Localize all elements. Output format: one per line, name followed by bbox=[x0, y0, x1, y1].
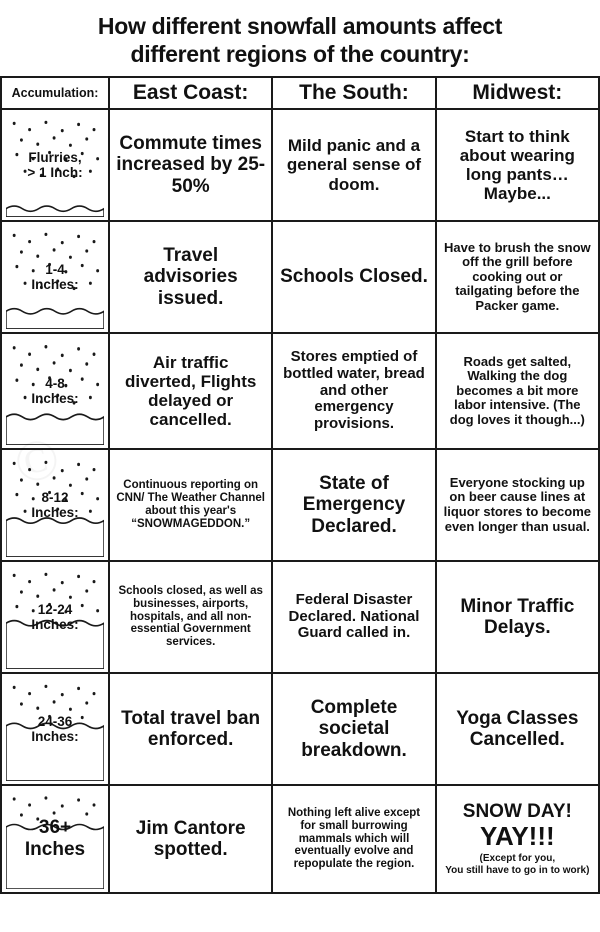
east-coast-cell bbox=[109, 449, 272, 561]
the-south-cell bbox=[272, 561, 435, 673]
east-coast-cell bbox=[109, 221, 272, 333]
midwest-cell-text: Minor Traffic Delays. bbox=[460, 595, 575, 638]
accumulation-cell bbox=[1, 561, 109, 673]
yay-line: YAY!!! bbox=[479, 821, 555, 852]
header-midwest: Midwest: bbox=[436, 77, 599, 109]
midwest-cell bbox=[436, 673, 599, 785]
the-south-cell-text: Schools Closed. bbox=[280, 266, 428, 288]
accumulation-label: 24-36 Inches: bbox=[31, 714, 79, 744]
the-south-cell-text: State of Emergency Declared. bbox=[302, 473, 406, 537]
snow-day-line: SNOW DAY! bbox=[462, 800, 572, 822]
east-coast-cell-text: Commute times increased by 25-50% bbox=[116, 133, 266, 197]
snowfall-table bbox=[0, 76, 600, 894]
the-south-cell-text: Nothing left alive except for small burrowing mammals which will eventually evolve and repopulate the region. bbox=[287, 806, 421, 871]
accumulation-label: 12-24 Inches: bbox=[31, 602, 79, 632]
accumulation-label: Flurries, > 1 Inch: bbox=[27, 150, 83, 180]
east-coast-cell bbox=[109, 673, 272, 785]
accumulation-label: 1-4 Inches: bbox=[31, 262, 79, 292]
table-row bbox=[1, 673, 599, 785]
accumulation-cell bbox=[1, 449, 109, 561]
table-body bbox=[1, 109, 599, 893]
title-line-1: How different snowfall amounts affect bbox=[97, 13, 503, 39]
the-south-cell-text: Stores emptied of bottled water, bread and other emergency provisions. bbox=[283, 348, 425, 433]
midwest-cell bbox=[436, 333, 599, 449]
east-coast-cell bbox=[109, 109, 272, 221]
the-south-cell bbox=[272, 109, 435, 221]
east-coast-cell bbox=[109, 333, 272, 449]
header-east-coast: East Coast: bbox=[109, 77, 272, 109]
the-south-cell-text: Mild panic and a general sense of doom. bbox=[286, 136, 422, 194]
midwest-cell-text: Have to brush the snow off the grill before cooking out or tailgating before the Packer game. bbox=[444, 239, 591, 313]
midwest-cell bbox=[436, 221, 599, 333]
accumulation-cell bbox=[1, 785, 109, 893]
header-the-south: The South: bbox=[272, 77, 435, 109]
east-coast-cell-text: Total travel ban enforced. bbox=[121, 707, 261, 750]
the-south-cell-text: Complete societal breakdown. bbox=[301, 697, 407, 761]
east-coast-cell bbox=[109, 785, 272, 893]
midwest-cell bbox=[436, 449, 599, 561]
table-row bbox=[1, 561, 599, 673]
east-coast-cell-text: Schools closed, as well as businesses, airports, hospitals, and all non-essential Government services. bbox=[118, 584, 263, 649]
the-south-cell bbox=[272, 221, 435, 333]
accumulation-label: 8-12 Inches: bbox=[31, 490, 79, 520]
east-coast-cell-text: Continuous reporting on CNN/ The Weather Channel about this year's “SNOWMAGEDDON.” bbox=[116, 479, 265, 530]
midwest-cell-text bbox=[441, 799, 594, 879]
the-south-cell-text: Federal Disaster Declared. National Guard called in. bbox=[288, 590, 420, 642]
midwest-note: (Except for you, You still have to go in to work) bbox=[445, 853, 590, 877]
midwest-cell bbox=[436, 785, 599, 893]
east-coast-cell-text: Travel advisories issued. bbox=[143, 245, 238, 309]
accumulation-label: 4-8 Inches: bbox=[31, 376, 79, 406]
table-row bbox=[1, 333, 599, 449]
east-coast-cell-text: Jim Cantore spotted. bbox=[135, 817, 246, 860]
table-row bbox=[1, 109, 599, 221]
header-accumulation: Accumulation: bbox=[1, 77, 109, 109]
midwest-cell-text: Yoga Classes Cancelled. bbox=[456, 707, 579, 750]
title-line-2: different regions of the country: bbox=[130, 41, 470, 67]
table-row bbox=[1, 785, 599, 893]
the-south-cell bbox=[272, 333, 435, 449]
header-row bbox=[1, 77, 599, 109]
the-south-cell bbox=[272, 673, 435, 785]
the-south-cell bbox=[272, 449, 435, 561]
page-title bbox=[0, 0, 600, 76]
midwest-cell-text: Everyone stocking up on beer cause lines at liquor stores to become even longer than usual. bbox=[443, 474, 592, 534]
midwest-cell-text: Start to think about wearing long pants… Maybe... bbox=[459, 126, 575, 204]
midwest-cell bbox=[436, 561, 599, 673]
table-row bbox=[1, 449, 599, 561]
east-coast-cell-text: Air traffic diverted, Flights delayed or cancelled. bbox=[125, 352, 257, 430]
midwest-cell bbox=[436, 109, 599, 221]
accumulation-cell bbox=[1, 333, 109, 449]
the-south-cell bbox=[272, 785, 435, 893]
accumulation-label: 36+ Inches bbox=[24, 817, 86, 860]
table-header bbox=[1, 77, 599, 109]
accumulation-cell bbox=[1, 673, 109, 785]
east-coast-cell bbox=[109, 561, 272, 673]
midwest-cell-text: Roads get salted, Walking the dog becomes a bit more labor intensive. (The dog loves it though...) bbox=[449, 353, 585, 427]
accumulation-cell bbox=[1, 109, 109, 221]
accumulation-cell bbox=[1, 221, 109, 333]
table-row bbox=[1, 221, 599, 333]
